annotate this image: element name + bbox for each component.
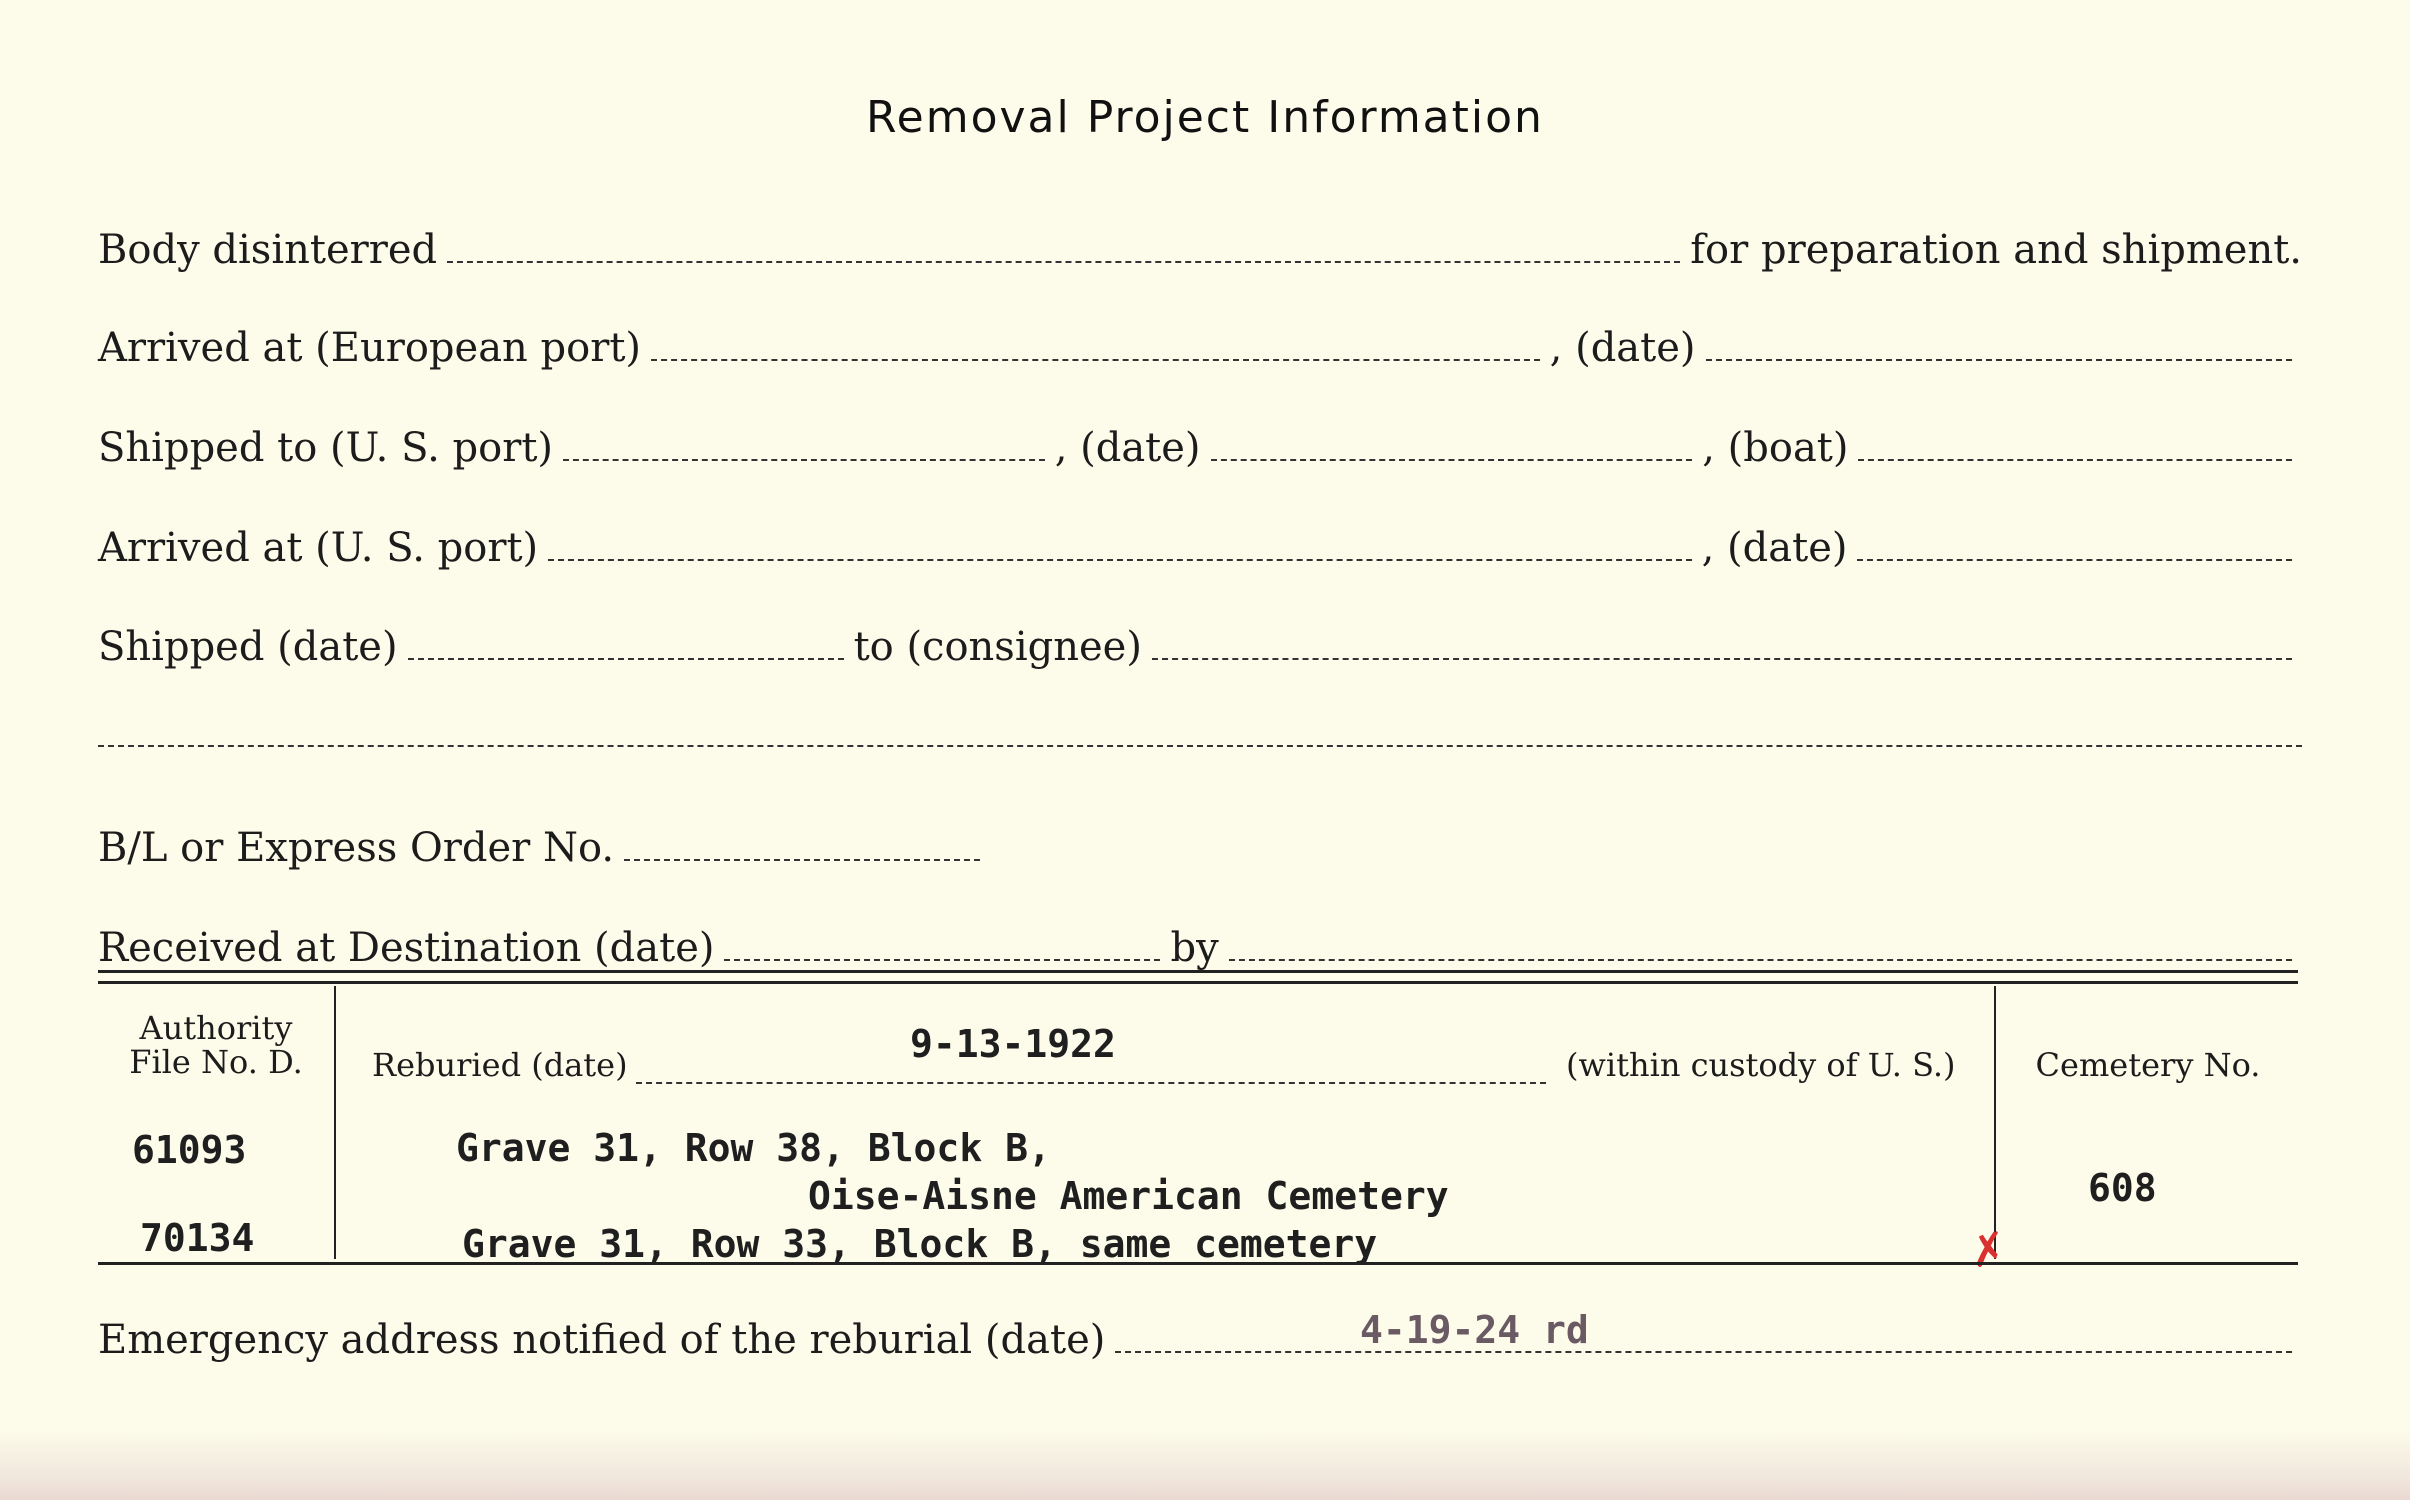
file-number: 61093 xyxy=(132,1128,247,1172)
by-label: by xyxy=(1170,925,1219,971)
shipped-date-field[interactable] xyxy=(408,658,844,660)
bl-row xyxy=(98,808,2302,871)
file-number: 70134 xyxy=(140,1216,255,1260)
bl-label: B/L or Express Order No. xyxy=(98,825,615,871)
body-disinterred-label: Body disinterred xyxy=(98,227,438,273)
table-divider-left xyxy=(334,986,336,1259)
body-disinterred-field[interactable] xyxy=(447,261,1680,263)
red-check-mark-icon: ✗ xyxy=(1965,1222,2012,1279)
emergency-label: Emergency address notified of the reburial (date) xyxy=(98,1317,1106,1363)
for-preparation-label: for preparation and shipment. xyxy=(1690,227,2302,273)
emergency-date-field[interactable] xyxy=(1115,1351,2292,1353)
table-bottom-rule xyxy=(98,1262,2298,1265)
cemetery-no-header: Cemetery No. xyxy=(2035,1046,2261,1084)
reburied-label: Reburied (date) xyxy=(372,1046,628,1084)
cemetery-number-value: 608 xyxy=(2088,1166,2157,1210)
shipped-date-label: Shipped (date) xyxy=(98,624,398,670)
received-by-field[interactable] xyxy=(1229,959,2292,961)
cemetery-name-line: Oise-Aisne American Cemetery xyxy=(808,1174,1449,1218)
arrived-us-row xyxy=(98,508,2302,571)
shipped-to-row xyxy=(98,408,2302,471)
card-edge-wear xyxy=(0,1430,2410,1500)
authority-header xyxy=(98,1009,334,1081)
grave-location-line-2: Grave 31, Row 33, Block B, same cemetery xyxy=(462,1222,1378,1266)
shipped-to-label: Shipped to (U. S. port) xyxy=(98,425,553,471)
shipped-date-row xyxy=(98,607,2302,670)
custody-note: (within custody of U. S.) xyxy=(1566,1046,1956,1084)
authority-header-line-2: File No. D. xyxy=(129,1042,303,1081)
received-label: Received at Destination (date) xyxy=(98,925,715,971)
bl-field[interactable] xyxy=(624,859,980,861)
boat-field[interactable] xyxy=(1858,459,2292,461)
arrived-european-row xyxy=(98,308,2302,371)
shipped-date-field[interactable] xyxy=(1211,459,1693,461)
authority-header-line-1: Authority xyxy=(139,1009,293,1047)
european-date-field[interactable] xyxy=(1706,359,2293,361)
arrived-us-date-field[interactable] xyxy=(1857,559,2292,561)
table-divider-right xyxy=(1994,986,1996,1259)
date-label: , (date) xyxy=(1549,325,1696,371)
grave-location-line-1: Grave 31, Row 38, Block B, xyxy=(456,1126,1051,1170)
consignee-field[interactable] xyxy=(1152,658,2292,660)
consignee-label: to (consignee) xyxy=(853,624,1142,670)
reburied-date-value: 9-13-1922 xyxy=(910,1022,1116,1066)
body-disinterred-row xyxy=(98,210,2302,273)
emergency-row xyxy=(98,1300,2302,1363)
received-row xyxy=(98,908,2302,971)
received-date-field[interactable] xyxy=(724,959,1160,961)
boat-label: , (boat) xyxy=(1702,425,1849,471)
arrived-european-label: Arrived at (European port) xyxy=(98,325,642,371)
arrived-us-port-field[interactable] xyxy=(548,559,1692,561)
european-port-field[interactable] xyxy=(651,359,1540,361)
arrived-us-label: Arrived at (U. S. port) xyxy=(98,525,539,571)
consignee-continuation-field[interactable] xyxy=(98,745,2302,747)
emergency-date-value: 4-19-24 rd xyxy=(1360,1308,1589,1352)
section-double-rule xyxy=(98,970,2298,984)
title-text: Removal Project Information xyxy=(866,92,1544,143)
page-title xyxy=(0,92,2410,143)
us-port-field[interactable] xyxy=(563,459,1045,461)
date-label: , (date) xyxy=(1701,525,1848,571)
reburied-date-field[interactable] xyxy=(636,1082,1546,1084)
date-label: , (date) xyxy=(1054,425,1201,471)
